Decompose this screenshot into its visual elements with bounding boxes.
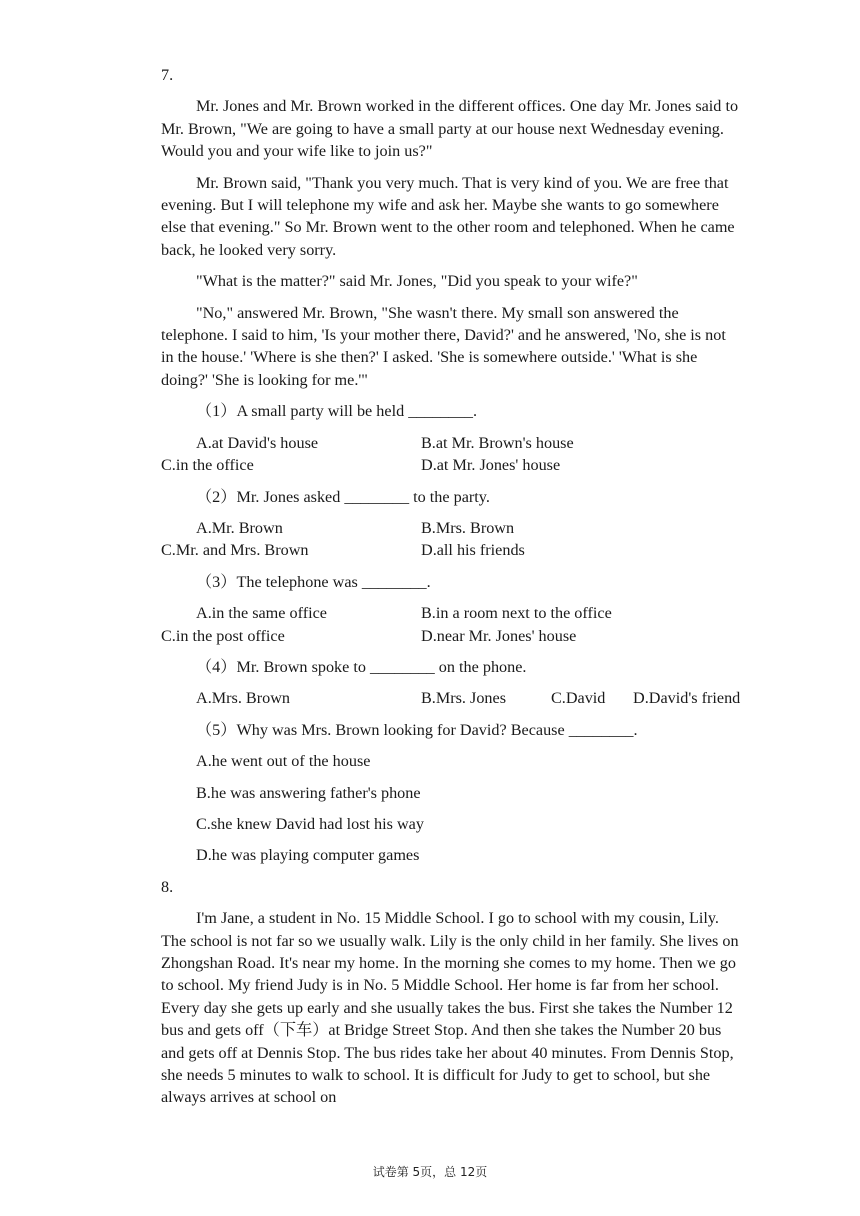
option-d: D.at Mr. Jones' house [421, 456, 561, 475]
option-c: C.in the post office [161, 626, 285, 645]
option-d: D.near Mr. Jones' house [421, 626, 577, 645]
passage-paragraph: "No," answered Mr. Brown, "She wasn't there. My small son answered the telephone. I said to him, 'Is your mother there, David?' and he answered, 'No, she is not in the house.' 'Where is she then?' I asked. 'She is somewhere outside.' 'What is she doing?' 'She is looking for me.'" [161, 303, 726, 389]
question-stem-5: （5）Why was Mrs. Brown looking for David? Because ________. [196, 720, 638, 739]
option-b: B.at Mr. Brown's house [421, 433, 574, 452]
options-1 [161, 432, 741, 477]
option-d: D.he was playing computer games [196, 846, 420, 865]
question-stem-1: （1）A small party will be held ________. [196, 402, 478, 421]
option-d: D.David's friend [633, 689, 741, 708]
page-content [161, 64, 741, 1118]
option-c: C.in the office [161, 456, 254, 475]
question-number-7: 7. [161, 66, 174, 84]
question-stem-2: （2）Mr. Jones asked ________ to the party. [196, 487, 490, 506]
option-b: B.Mrs. Brown [421, 518, 515, 537]
options-2 [161, 517, 741, 562]
option-a: A.Mr. Brown [196, 518, 283, 537]
option-c: C.she knew David had lost his way [196, 814, 424, 833]
option-b: B.in a room next to the office [421, 604, 612, 623]
option-c: C.David [551, 689, 606, 708]
passage-paragraph: "What is the matter?" said Mr. Jones, "Did you speak to your wife?" [196, 272, 638, 291]
option-a: A.Mrs. Brown [196, 689, 290, 708]
passage-paragraph: Mr. Jones and Mr. Brown worked in the different offices. One day Mr. Jones said to Mr. Brown, "We are going to have a small party at our house next Wednesday evening. Would you and your wife like to join us?" [161, 97, 739, 161]
option-b: B.Mrs. Jones [421, 689, 506, 708]
options-3 [161, 602, 741, 647]
option-b: B.he was answering father's phone [196, 783, 421, 802]
question-stem-4: （4）Mr. Brown spoke to ________ on the phone. [196, 657, 527, 676]
option-a: A.at David's house [196, 433, 319, 452]
options-4 [161, 687, 741, 709]
passage-paragraph: Mr. Brown said, "Thank you very much. That is very kind of you. We are free that evening. But I will telephone my wife and ask her. Maybe she wants to go somewhere else that evening." So Mr. Brown went to the other room and telephoned. When he came back, he looked very sorry. [161, 173, 735, 259]
option-a: A.he went out of the house [196, 752, 371, 771]
passage-paragraph: I'm Jane, a student in No. 15 Middle School. I go to school with my cousin, Lily. The school is not far so we usually walk. Lily is the only child in her family. She lives on Zhongshan Road. It's near my home. In the morning she comes to my home. Then we go to school. My friend Judy is in No. 5 Middle School. Her home is far from her school. Every day she gets up early and she usually takes the bus. First she takes the Number 12 bus and gets off（下车）at Bridge Street Stop. And then she takes the Number 20 bus and gets off at Dennis Stop. The bus rides take her about 40 minutes. From Dennis Stop, she needs 5 minutes to walk to school. It is difficult for Judy to get to school, but she always arrives at school on [161, 909, 739, 1107]
option-c: C.Mr. and Mrs. Brown [161, 541, 309, 560]
page-footer: 试卷第 5页，总 12页 [372, 1165, 488, 1179]
question-stem-3: （3）The telephone was ________. [196, 572, 431, 591]
option-a: A.in the same office [196, 604, 327, 623]
option-d: D.all his friends [421, 541, 525, 560]
question-number-8: 8. [161, 877, 174, 896]
